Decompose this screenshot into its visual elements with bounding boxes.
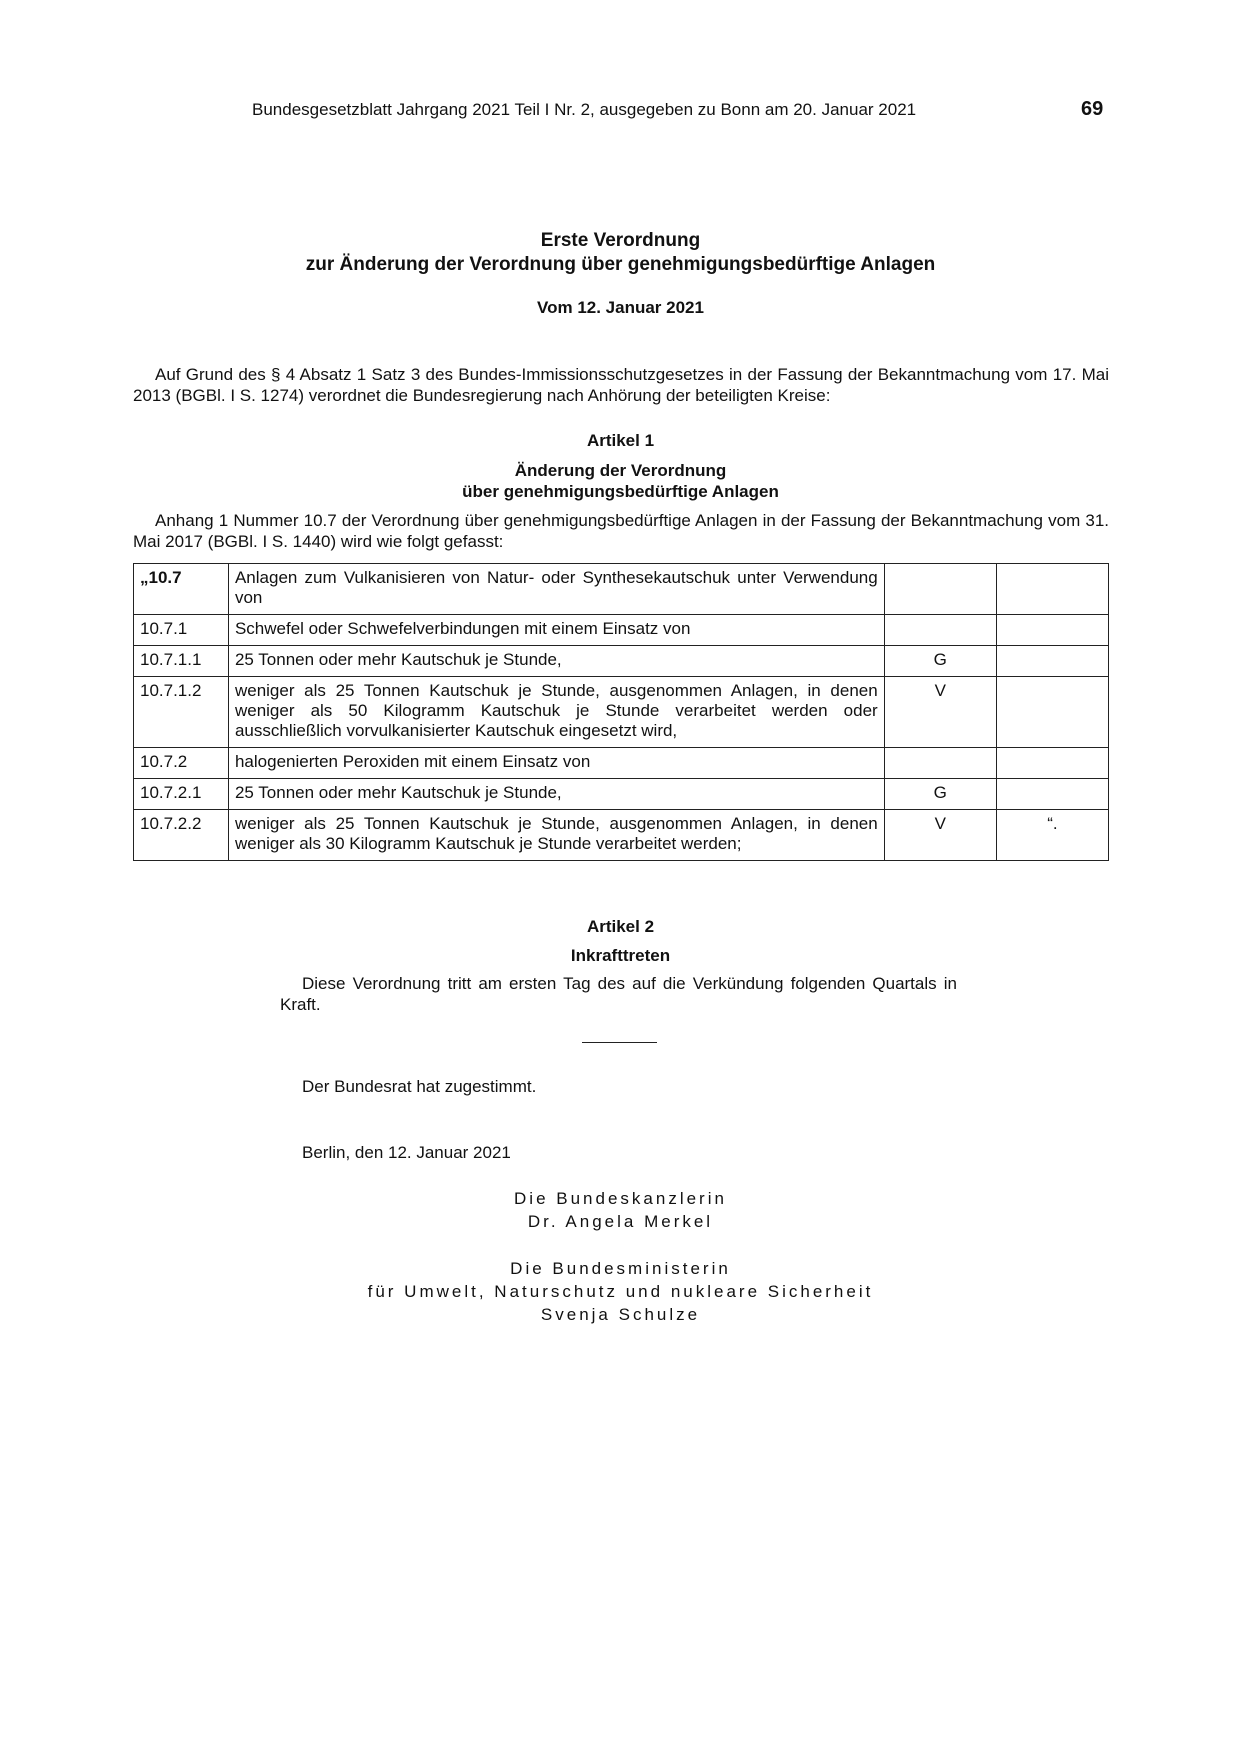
annex-table bbox=[133, 563, 1109, 861]
table-row bbox=[134, 615, 1109, 646]
page-number: 69 bbox=[1081, 98, 1104, 120]
table-row bbox=[134, 748, 1109, 779]
article-1-title-line-1: Änderung der Verordnung bbox=[514, 461, 727, 480]
section-divider bbox=[582, 1042, 657, 1043]
minister-name: Svenja Schulze bbox=[540, 1305, 701, 1324]
row-category bbox=[884, 564, 996, 615]
article-2-paragraph bbox=[280, 973, 957, 1015]
row-number: 10.7.1.1 bbox=[134, 646, 229, 677]
row-extra bbox=[996, 564, 1108, 615]
row-category: G bbox=[884, 779, 996, 810]
minister-portfolio: für Umwelt, Naturschutz und nukleare Sicherheit bbox=[367, 1282, 874, 1301]
article-1-title-line-2: über genehmigungsbedürftige Anlagen bbox=[462, 482, 779, 501]
row-description: Schwefel oder Schwefelverbindungen mit einem Einsatz von bbox=[228, 615, 884, 646]
preamble-text: Auf Grund des § 4 Absatz 1 Satz 3 des Bundes-Immissionsschutzgesetzes in der Fassung der Bekanntmachung vom 17. Mai 2013 (BGBl. I S. 1274) verordnet die Bundesregierung nach Anhörung der beteiligten Kreise: bbox=[133, 365, 1109, 405]
row-extra: “. bbox=[996, 810, 1108, 861]
article-1-intro bbox=[133, 510, 1109, 552]
chancellor-title: Die Bundeskanzlerin bbox=[514, 1189, 727, 1208]
minister-title: Die Bundesministerin bbox=[510, 1259, 731, 1278]
row-number: 10.7.2.1 bbox=[134, 779, 229, 810]
signature-minister bbox=[0, 1257, 1241, 1326]
row-category: G bbox=[884, 646, 996, 677]
article-2-heading: Artikel 2 bbox=[586, 917, 655, 936]
row-description: halogenierten Peroxiden mit einem Einsatz von bbox=[228, 748, 884, 779]
row-extra bbox=[996, 677, 1108, 748]
row-number: 10.7.1 bbox=[134, 615, 229, 646]
table-row bbox=[134, 564, 1109, 615]
article-2-title: Inkrafttreten bbox=[570, 946, 671, 965]
row-number: „10.7 bbox=[134, 564, 229, 615]
chancellor-name: Dr. Angela Merkel bbox=[527, 1212, 714, 1231]
row-extra bbox=[996, 748, 1108, 779]
table-row bbox=[134, 677, 1109, 748]
article-2-text: Diese Verordnung tritt am ersten Tag des auf die Verkündung folgenden Quartals in Kraft. bbox=[280, 974, 957, 1014]
row-number: 10.7.1.2 bbox=[134, 677, 229, 748]
row-number: 10.7.2.2 bbox=[134, 810, 229, 861]
row-extra bbox=[996, 646, 1108, 677]
bundesrat-consent: Der Bundesrat hat zugestimmt. bbox=[302, 1077, 537, 1096]
row-category bbox=[884, 615, 996, 646]
table-row bbox=[134, 810, 1109, 861]
preamble-paragraph bbox=[133, 364, 1109, 406]
document-date: Vom 12. Januar 2021 bbox=[537, 298, 704, 317]
row-category: V bbox=[884, 810, 996, 861]
row-description: 25 Tonnen oder mehr Kautschuk je Stunde, bbox=[228, 779, 884, 810]
running-head: Bundesgesetzblatt Jahrgang 2021 Teil I Nr. 2, ausgegeben zu Bonn am 20. Januar 2021 bbox=[252, 100, 917, 119]
document-title bbox=[0, 229, 1241, 277]
signature-chancellor bbox=[0, 1187, 1241, 1233]
title-line-2: zur Änderung der Verordnung über genehmigungsbedürftige Anlagen bbox=[305, 254, 936, 275]
article-1-intro-text: Anhang 1 Nummer 10.7 der Verordnung über genehmigungsbedürftige Anlagen in der Fassung der Bekanntmachung vom 31. Mai 2017 (BGBl. I S. 1440) wird wie folgt gefasst: bbox=[133, 511, 1109, 551]
row-category bbox=[884, 748, 996, 779]
row-number: 10.7.2 bbox=[134, 748, 229, 779]
table-row bbox=[134, 646, 1109, 677]
row-description: weniger als 25 Tonnen Kautschuk je Stunde, ausgenommen Anlagen, in denen weniger als 30 Kilogramm Kautschuk je Stunde verarbeitet werden; bbox=[228, 810, 884, 861]
article-1-heading: Artikel 1 bbox=[586, 431, 655, 450]
row-description: Anlagen zum Vulkanisieren von Natur- oder Synthesekautschuk unter Verwendung von bbox=[228, 564, 884, 615]
row-description: weniger als 25 Tonnen Kautschuk je Stunde, ausgenommen Anlagen, in denen weniger als 50 Kilogramm Kautschuk je Stunde verarbeitet werden oder ausschließlich vorvulkanisierter Kautschuk eingesetzt wird, bbox=[228, 677, 884, 748]
article-1-title bbox=[0, 460, 1241, 502]
title-line-1: Erste Verordnung bbox=[540, 230, 701, 251]
row-extra bbox=[996, 779, 1108, 810]
row-extra bbox=[996, 615, 1108, 646]
table-row bbox=[134, 779, 1109, 810]
row-category: V bbox=[884, 677, 996, 748]
row-description: 25 Tonnen oder mehr Kautschuk je Stunde, bbox=[228, 646, 884, 677]
place-and-date: Berlin, den 12. Januar 2021 bbox=[302, 1143, 511, 1162]
